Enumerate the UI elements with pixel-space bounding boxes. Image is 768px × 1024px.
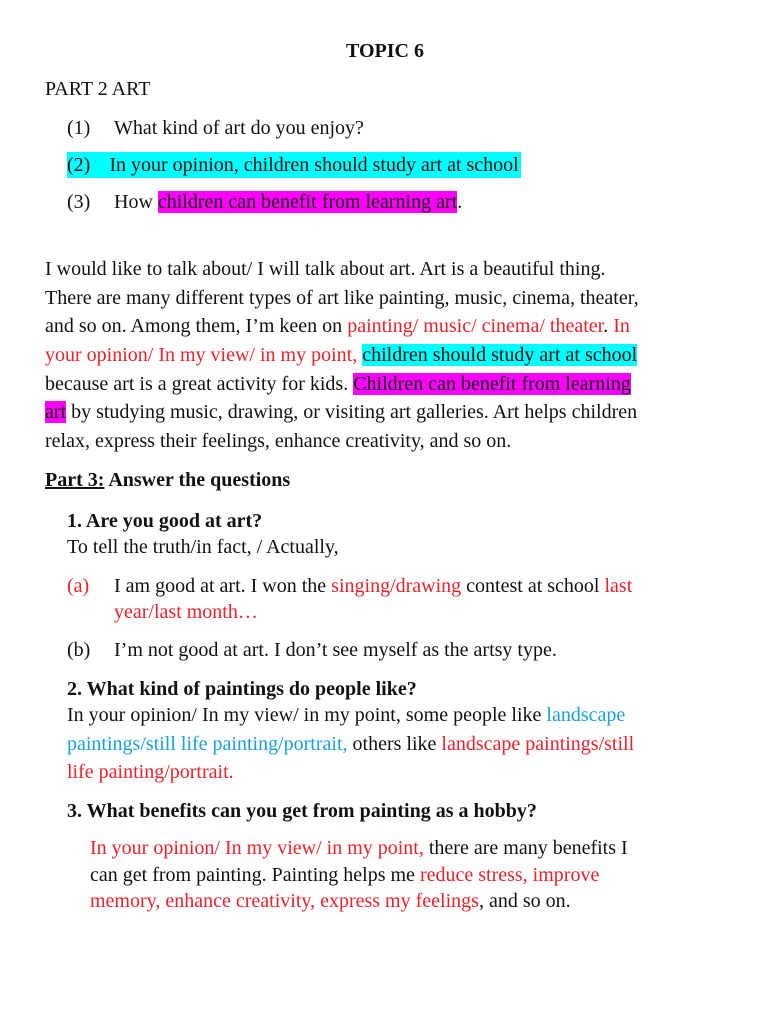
para-line-3 [45, 313, 630, 339]
p3-q3-title: 3. What benefits can you get from painting as a hobby? [67, 800, 537, 822]
p3-q3-l2b: reduce stress, improve [419, 864, 600, 886]
p3-q2-line-2 [67, 731, 634, 757]
p3-q3-l3a: memory, enhance creativity, express my feelings [90, 890, 479, 912]
q1-text: What kind of art do you enjoy? [114, 117, 364, 139]
p3-q2-l2b: others like [347, 733, 442, 755]
para-l6b: by studying music, drawing, or visiting art galleries. Art helps children [66, 401, 638, 423]
q2-number: (2) [67, 154, 91, 176]
part2-heading: PART 2 ART [45, 78, 151, 100]
p3-q1-a-t1: I am good at art. I won the [114, 575, 332, 597]
para-line-1: I would like to talk about/ I will talk about art. Art is a beautiful thing. [45, 258, 606, 280]
p3-q1-a-t4: last [604, 575, 633, 597]
q2-text: In your opinion, children should study art at school [109, 154, 519, 176]
para-l6a: art [45, 401, 67, 423]
p3-q2-l1a: In your opinion/ In my view/ in my point, some people like [67, 704, 547, 726]
p3-q3-l3b: , and so on. [478, 890, 571, 912]
p3-q2-line-3: life painting/portrait. [67, 761, 234, 783]
p3-q3-l1b: there are many benefits I [423, 837, 628, 859]
para-line-6 [45, 399, 637, 425]
para-line-2: There are many different types of art like painting, music, cinema, theater, [45, 287, 639, 309]
p3-q2-l2c: landscape paintings/still [441, 733, 635, 755]
para-l5b: Children can benefit from learning [353, 373, 631, 395]
para-l4a: your opinion/ In my view/ in my point, [45, 344, 363, 366]
p3-q3-l2a: can get from painting. Painting helps me [90, 864, 420, 886]
part3-rest: Answer the questions [104, 469, 291, 491]
p3-q1-a-t2: singing/drawing [331, 575, 462, 597]
para-l3c: . [603, 315, 614, 337]
para-l3d: In [613, 315, 630, 337]
p3-q1-a-line-1 [114, 573, 632, 599]
p3-q2-l2a: paintings/still life painting/portrait, [67, 733, 348, 755]
para-l4b: children should study art at school [362, 344, 638, 366]
p3-q1-intro: To tell the truth/in fact, / Actually, [67, 536, 339, 558]
para-line-5 [45, 371, 631, 397]
p3-q2-line-1 [67, 702, 625, 728]
para-l3b: painting/ music/ cinema/ theater [347, 315, 604, 337]
p3-q2-title: 2. What kind of paintings do people like? [67, 678, 417, 700]
p3-q3-l1a: In your opinion/ In my view/ in my point, [90, 837, 424, 859]
para-l5a: because art is a great activity for kids. [45, 373, 354, 395]
q3-post: . [457, 191, 463, 213]
part3-label: Part 3: [45, 469, 105, 491]
q1-number: (1) [67, 117, 91, 139]
p3-q1-a-t3: contest at school [461, 575, 605, 597]
part3-heading [45, 467, 290, 493]
p3-q3-line-2 [90, 862, 599, 888]
q3-text [114, 189, 462, 215]
para-l3a: and so on. Among them, I’m keen on [45, 315, 348, 337]
p3-q1-a-number: (a) [67, 575, 90, 597]
p3-q3-line-1 [90, 835, 628, 861]
p3-q1-b-text: I’m not good at art. I don’t see myself as the artsy type. [114, 639, 557, 661]
q3-pre: How [114, 191, 158, 213]
p3-q1-a-line-2: year/last month… [114, 601, 258, 623]
q3-number: (3) [67, 191, 91, 213]
p3-q2-l1b: landscape [546, 704, 626, 726]
page-title: TOPIC 6 [346, 40, 424, 62]
q2-highlight [67, 152, 521, 178]
para-line-7: relax, express their feelings, enhance creativity, and so on. [45, 430, 512, 452]
p3-q1-b-number: (b) [67, 639, 91, 661]
p3-q3-line-3 [90, 888, 571, 914]
p3-q1-title: 1. Are you good at art? [67, 510, 263, 532]
q3-highlight: children can benefit from learning art [157, 191, 458, 213]
para-line-4 [45, 342, 637, 368]
